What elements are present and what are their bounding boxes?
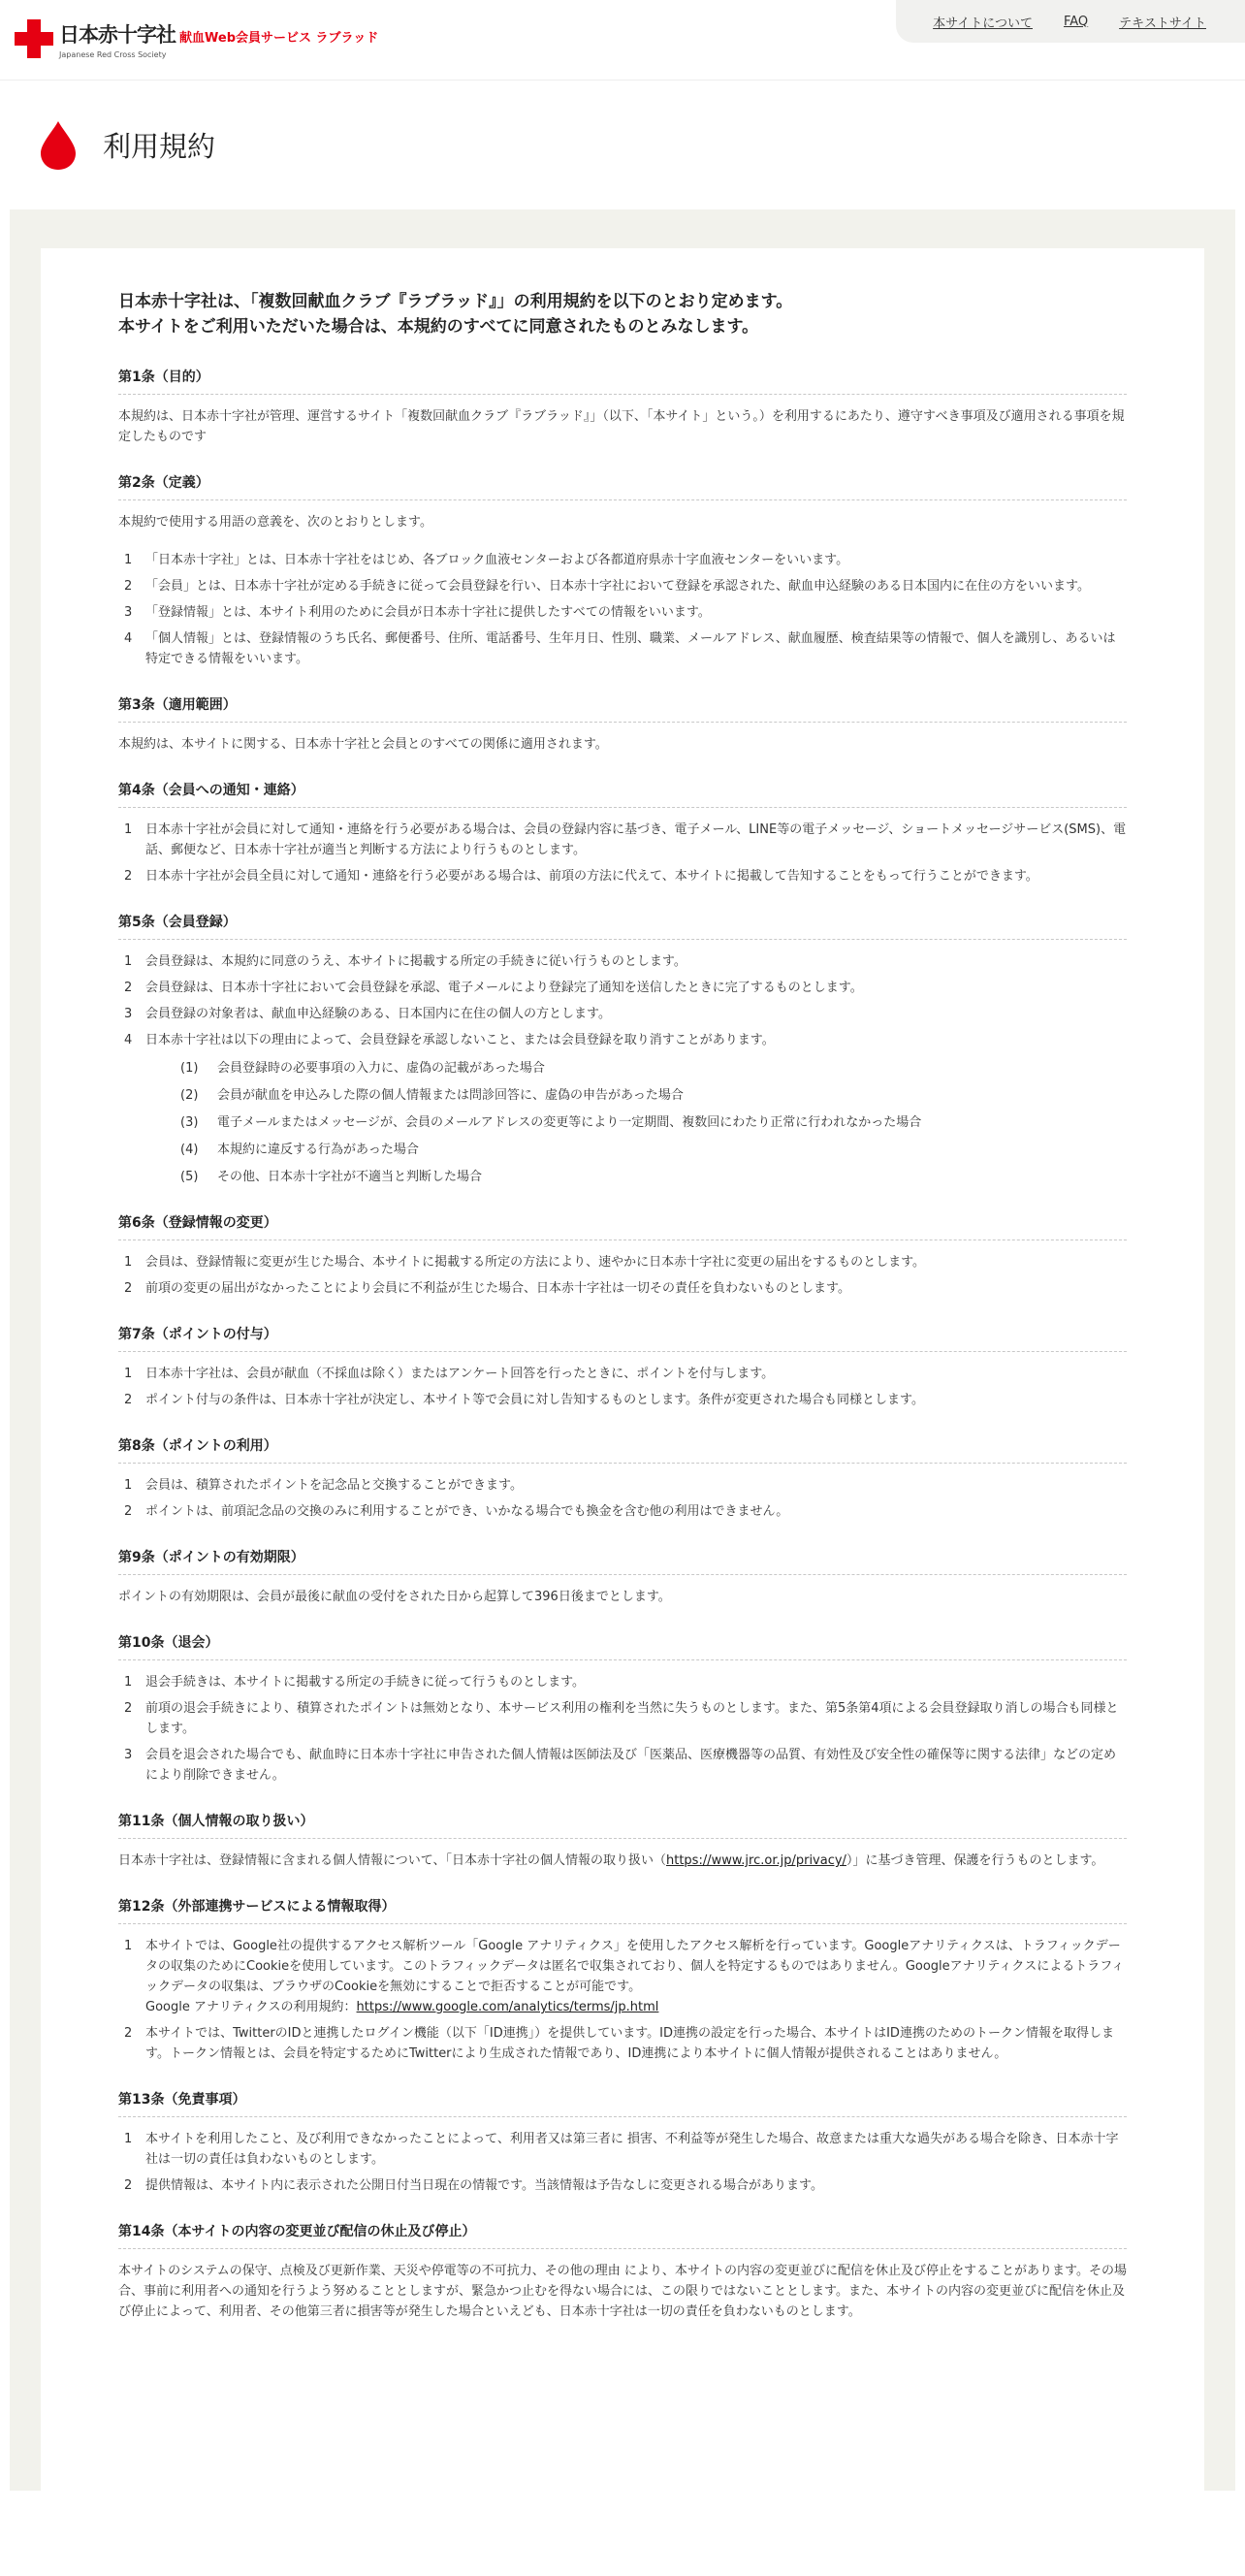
article-text	[118, 1851, 1127, 1871]
list-item: 2 ポイントは、前項記念品の交換のみに利用することができ、いかなる場合でも換金を含む他の利用はできません。	[124, 1504, 789, 1519]
list-item: 4 「個人情報」とは、登録情報のうち氏名、郵便番号、住所、電話番号、生年月日、性別、職業、メールアドレス、献血履歴、検査結果等の情報で、個人を識別し、あるいは特定できる情報をいいます。	[124, 631, 1116, 666]
list-item-text: 前項の変更の届出がなかったことにより会員に不利益が生じた場合、日本赤十字社は一切その責任を負わないものとします。	[145, 1281, 850, 1296]
list-item: 1 会員は、登録情報に変更が生じた場合、本サイトに掲載する所定の方法により、速やかに日本赤十字社に変更の届出をするものとします。	[124, 1255, 926, 1270]
article-title: 第7条（ポイントの付与）	[118, 1324, 1127, 1352]
list-item-text: 本サイトでは、Google社の提供するアクセス解析ツール「Google アナリティクス」を使用したアクセス解析を行っています。Googleアナリティクスは、トラフィックデータの収集のためにCookieを使用しています。このトラフィックデータは匿名で収集されており、個人を特定するものではありません。Googleアナリティクスによるトラフィックデータの収集は、ブラウザのCookieを無効にすることで拒否することが可能です。	[145, 1939, 1125, 1994]
article-5	[118, 912, 1127, 1187]
list-item: 1 会員登録は、本規約に同意のうえ、本サイトに掲載する所定の手続きに従い行うものとします。	[124, 954, 686, 969]
list-item: 1 退会手続きは、本サイトに掲載する所定の手続きに従って行うものとします。	[124, 1675, 586, 1690]
article-title: 第11条（個人情報の取り扱い）	[118, 1811, 1127, 1839]
list-item: 1 日本赤十字社は、会員が献血（不採血は除く）またはアンケート回答を行ったときに、ポイントを付与します。	[124, 1367, 775, 1381]
article-7	[118, 1324, 1127, 1410]
article-items	[118, 1672, 1127, 1786]
list-item-text: 提供情報は、本サイト内に表示された公開日付当日現在の情報です。当該情報は予告なしに変更される場合があります。	[145, 2178, 824, 2193]
list-item: 2 ポイント付与の条件は、日本赤十字社が決定し、本サイト等で会員に対し告知するものとします。条件が変更された場合も同様とします。	[124, 1393, 925, 1407]
article-title: 第3条（適用範囲）	[118, 694, 1127, 723]
list-item: 3 「登録情報」とは、本サイト利用のために会員が日本赤十字社に提供したすべての情報をいいます。	[124, 605, 711, 620]
sub-item-text: 会員が献血を申込みした際の個人情報または問診回答に、虚偽の申告があった場合	[217, 1088, 684, 1103]
sub-list-item: (5) その他、日本赤十字社が不適当と判断した場合	[180, 1170, 483, 1184]
site-header	[0, 0, 1245, 80]
article-text: 本規約で使用する用語の意義を、次のとおりとします。	[118, 515, 432, 530]
intro-line: 日本赤十字社は、「複数回献血クラブ『ラブラッド』」の利用規約を以下のとおり定めます。	[118, 292, 793, 311]
list-item-text: 会員は、積算されたポイントを記念品と交換することができます。	[145, 1478, 523, 1493]
article-text: 本規約は、日本赤十字社が管理、運営するサイト「複数回献血クラブ『ラブラッド』」（以下、「本サイト」という。）を利用するにあたり、遵守すべき事項及び適用される事項を規定したものです	[118, 409, 1125, 444]
article-1	[118, 367, 1127, 447]
sub-item-text: 電子メールまたはメッセージが、会員のメールアドレスの変更等により一定期間、複数回にわたり正常に行われなかった場合	[217, 1115, 922, 1130]
logo-text	[59, 19, 378, 59]
page-title: 利用規約	[103, 130, 216, 163]
list-item: 1 日本赤十字社が会員に対して通知・連絡を行う必要がある場合は、会員の登録内容に基づき、電子メール、LINE等の電子メッセージ、ショートメッセージサービス(SMS)、電話、郵便など、日本赤十字社が適当と判断する方法により行うものとします。	[124, 822, 1127, 857]
list-item-text: 会員登録は、本規約に同意のうえ、本サイトに掲載する所定の手続きに従い行うものとします。	[145, 954, 686, 969]
article-text: 本規約は、本サイトに関する、日本赤十字社と会員とのすべての関係に適用されます。	[118, 737, 608, 752]
sub-list-item: (3) 電子メールまたはメッセージが、会員のメールアドレスの変更等により一定期間、複数回にわたり正常に行われなかった場合	[180, 1115, 922, 1130]
sub-item-text: 本規約に違反する行為があった場合	[217, 1143, 419, 1157]
list-item-text: 本サイトを利用したこと、及び利用できなかったことによって、利用者又は第三者に 損害、不利益等が発生した場合、故意または重大な過失がある場合を除き、日本赤十字社は一切の責任は負わないものとします。	[145, 2132, 1119, 2167]
article-13	[118, 2089, 1127, 2196]
article-title: 第6条（登録情報の変更）	[118, 1212, 1127, 1240]
list-item: 1 本サイトを利用したこと、及び利用できなかったことによって、利用者又は第三者に 損害、不利益等が発生した場合、故意または重大な過失がある場合を除き、日本赤十字社は一切の責任は負わないものとします。	[124, 2132, 1119, 2167]
list-item: 2 日本赤十字社が会員全員に対して通知・連絡を行う必要がある場合は、前項の方法に代えて、本サイトに掲載して告知することをもって行うことができます。	[124, 869, 1038, 884]
article-items	[118, 1475, 1127, 1522]
list-item-text: 「登録情報」とは、本サイト利用のために会員が日本赤十字社に提供したすべての情報をいいます。	[145, 605, 711, 620]
sub-item-text: 会員登録時の必要事項の入力に、虚偽の記載があった場合	[217, 1061, 545, 1076]
intro-text	[118, 289, 1127, 339]
list-item-text: ポイント付与の条件は、日本赤十字社が決定し、本サイト等で会員に対し告知するものとします。条件が変更された場合も同様とします。	[145, 1393, 925, 1407]
list-item-text: 退会手続きは、本サイトに掲載する所定の手続きに従って行うものとします。	[145, 1675, 586, 1690]
terms-card	[41, 248, 1204, 2576]
article-14	[118, 2221, 1127, 2322]
article-items	[118, 1252, 1127, 1299]
google-analytics-terms-link[interactable]: https://www.google.com/analytics/terms/jp.html	[356, 2000, 659, 2014]
article-title: 第12条（外部連携サービスによる情報取得）	[118, 1896, 1127, 1924]
article-title: 第10条（退会）	[118, 1632, 1127, 1660]
list-item-text: 前項の退会手続きにより、積算されたポイントは無効となり、本サービス利用の権利を当然に失うものとします。また、第5条第4項による会員登録取り消しの場合も同様とします。	[145, 1701, 1119, 1736]
article-title: 第1条（目的）	[118, 367, 1127, 395]
article-text-part: ）」に基づき管理、保護を行うものとします。	[846, 1853, 1104, 1868]
list-item: 4 日本赤十字社は以下の理由によって、会員登録を承認しないこと、または会員登録を取り消すことがあります。 (1) 会員登録時の必要事項の入力に、虚偽の記載があった場合 (2) 会員が献血を申込みした際の個人情報または問診回答に、虚偽の申告があった場合 (3) 電子メールまたはメッセージが、会員のメールアドレスの変更等により一定期間、複数回にわたり正常に行われなかった場合 (4) 本規約に違反する行為があった場合 (5) その他、日本赤十字社が不適当と判断した場合	[118, 1030, 1127, 1187]
nav-faq-link[interactable]: FAQ	[1063, 14, 1089, 29]
article-8	[118, 1435, 1127, 1522]
list-item-text: 「日本赤十字社」とは、日本赤十字社をはじめ、各ブロック血液センターおよび各都道府県赤十字血液センターをいいます。	[145, 553, 849, 567]
article-title: 第14条（本サイトの内容の変更並び配信の休止及び停止）	[118, 2221, 1127, 2249]
list-item-text: 会員登録は、日本赤十字社において会員登録を承認、電子メールにより登録完了通知を送信したときに完了するものとします。	[145, 981, 863, 995]
blood-drop-icon	[37, 120, 80, 171]
article-text: 本サイトのシステムの保守、点検及び更新作業、天災や停電等の不可抗力、その他の理由 により、本サイトの内容の変更並びに配信を休止及び停止をすることがあります。その場合、事前に利用者への通知を行うよう努めることとしますが、緊急かつ止むを得ない場合には、この限りではないこととします。また、本サイトの内容の変更並びに配信を休止及び停止によって、利用者、その他第三者に損害等が発生した場合といえども、日本赤十字社は一切の責任を負わないものとします。	[118, 2264, 1127, 2319]
list-item: 2 前項の退会手続きにより、積算されたポイントは無効となり、本サービス利用の権利を当然に失うものとします。また、第5条第4項による会員登録取り消しの場合も同様とします。	[124, 1701, 1119, 1736]
list-item-text: ポイントは、前項記念品の交換のみに利用することができ、いかなる場合でも換金を含む他の利用はできません。	[145, 1504, 789, 1519]
nav-about-link[interactable]: 本サイトについて	[933, 16, 1033, 31]
logo-service-text: 献血Web会員サービス ラブラッド	[179, 31, 379, 46]
list-item-text: 日本赤十字社が会員全員に対して通知・連絡を行う必要がある場合は、前項の方法に代えて、本サイトに掲載して告知することをもって行うことができます。	[145, 869, 1038, 884]
article-items	[118, 820, 1127, 886]
article-9	[118, 1547, 1127, 1607]
article-title: 第8条（ポイントの利用）	[118, 1435, 1127, 1464]
nav-text-site-link[interactable]: テキストサイト	[1119, 16, 1206, 31]
article-items	[118, 951, 1127, 1187]
sub-list-item: (2) 会員が献血を申込みした際の個人情報または問診回答に、虚偽の申告があった場合	[180, 1088, 684, 1103]
list-item-text: 「個人情報」とは、登録情報のうち氏名、郵便番号、住所、電話番号、生年月日、性別、職業、メールアドレス、献血履歴、検査結果等の情報で、個人を識別し、あるいは特定できる情報をいいます。	[145, 631, 1116, 666]
list-item-text: 日本赤十字社は、会員が献血（不採血は除く）またはアンケート回答を行ったときに、ポイントを付与します。	[145, 1367, 775, 1381]
sub-item-text: その他、日本赤十字社が不適当と判断した場合	[217, 1170, 483, 1184]
page-title-bar	[0, 80, 1245, 209]
article-title: 第9条（ポイントの有効期限）	[118, 1547, 1127, 1575]
article-items	[118, 2129, 1127, 2196]
red-cross-icon	[15, 19, 53, 58]
article-items	[118, 1936, 1127, 2064]
article-11	[118, 1811, 1127, 1871]
article-2	[118, 472, 1127, 669]
sub-list-item: (1) 会員登録時の必要事項の入力に、虚偽の記載があった場合	[180, 1061, 545, 1076]
logo-english-text: Japanese Red Cross Society	[59, 50, 167, 59]
list-item: 1 本サイトでは、Google社の提供するアクセス解析ツール「Google アナリティクス」を使用したアクセス解析を行っています。Googleアナリティクスは、トラフィックデータの収集のためにCookieを使用しています。このトラフィックデータは匿名で収集されており、個人を特定するものではありません。Googleアナリティクスによるトラフィックデータの収集は、ブラウザのCookieを無効にすることで拒否することが可能です。 Google アナリティクスの利用規約：https://www.google.com/analytics/terms/jp.html	[124, 1939, 1125, 2014]
article-6	[118, 1212, 1127, 1299]
list-item: 1 「日本赤十字社」とは、日本赤十字社をはじめ、各ブロック血液センターおよび各都道府県赤十字血液センターをいいます。	[124, 553, 849, 567]
list-item-text: 日本赤十字社が会員に対して通知・連絡を行う必要がある場合は、会員の登録内容に基づき、電子メール、LINE等の電子メッセージ、ショートメッセージサービス(SMS)、電話、郵便など、日本赤十字社が適当と判断する方法により行うものとします。	[145, 822, 1127, 857]
article-text-part: 日本赤十字社は、登録情報に含まれる個人情報について、「日本赤十字社の個人情報の取り扱い（	[118, 1853, 666, 1868]
sub-items	[145, 1058, 1127, 1187]
list-item-text: 会員は、登録情報に変更が生じた場合、本サイトに掲載する所定の方法により、速やかに日本赤十字社に変更の届出をするものとします。	[145, 1255, 926, 1270]
list-item-text: 会員登録の対象者は、献血申込経験のある、日本国内に在住の個人の方とします。	[145, 1007, 611, 1021]
list-item: 2 会員登録は、日本赤十字社において会員登録を承認、電子メールにより登録完了通知を送信したときに完了するものとします。	[124, 981, 863, 995]
list-item: 2 「会員」とは、日本赤十字社が定める手続きに従って会員登録を行い、日本赤十字社において登録を承認された、献血申込経験のある日本国内に在住の方をいいます。	[124, 579, 1090, 594]
main-content	[10, 209, 1235, 2491]
list-item: 2 提供情報は、本サイト内に表示された公開日付当日現在の情報です。当該情報は予告なしに変更される場合があります。	[124, 2178, 824, 2193]
list-item: 1 会員は、積算されたポイントを記念品と交換することができます。	[124, 1478, 523, 1493]
article-items	[118, 550, 1127, 669]
site-logo[interactable]	[15, 19, 378, 59]
article-title: 第13条（免責事項）	[118, 2089, 1127, 2117]
list-item: 3 会員を退会された場合でも、献血時に日本赤十字社に申告された個人情報は医師法及び「医薬品、医療機器等の品質、有効性及び安全性の確保等に関する法律」などの定めにより削除できません。	[124, 1748, 1117, 1783]
article-title: 第2条（定義）	[118, 472, 1127, 500]
sub-list-item: (4) 本規約に違反する行為があった場合	[180, 1143, 419, 1157]
list-item-text: 日本赤十字社は以下の理由によって、会員登録を承認しないこと、または会員登録を取り消すことがあります。	[145, 1033, 775, 1047]
article-4	[118, 780, 1127, 886]
article-title: 第4条（会員への通知・連絡）	[118, 780, 1127, 808]
logo-main-text: 日本赤十字社	[59, 23, 176, 47]
list-item-text: 本サイトでは、TwitterのIDと連携したログイン機能（以下「ID連携」）を提供しています。ID連携の設定を行った場合、本サイトはID連携のためのトークン情報を取得します。トークン情報とは、会員を特定するためにTwitterにより生成された情報であり、ID連携により本サイトに個人情報が提供されることはありません。	[145, 2026, 1114, 2061]
list-item-text: 会員を退会された場合でも、献血時に日本赤十字社に申告された個人情報は医師法及び「医薬品、医療機器等の品質、有効性及び安全性の確保等に関する法律」などの定めにより削除できません。	[145, 1748, 1117, 1783]
article-text: ポイントの有効期限は、会員が最後に献血の受付をされた日から起算して396日後までとします。	[118, 1590, 671, 1604]
list-item-text: 「会員」とは、日本赤十字社が定める手続きに従って会員登録を行い、日本赤十字社において登録を承認された、献血申込経験のある日本国内に在住の方をいいます。	[145, 579, 1090, 594]
privacy-policy-link[interactable]: https://www.jrc.or.jp/privacy/	[665, 1853, 846, 1868]
intro-line: 本サイトをご利用いただいた場合は、本規約のすべてに同意されたものとみなします。	[118, 317, 759, 337]
list-item: 2 前項の変更の届出がなかったことにより会員に不利益が生じた場合、日本赤十字社は一切その責任を負わないものとします。	[124, 1281, 850, 1296]
list-item: 3 会員登録の対象者は、献血申込経験のある、日本国内に在住の個人の方とします。	[124, 1007, 611, 1021]
google-terms-label: Google アナリティクスの利用規約：	[145, 2000, 357, 2014]
article-items	[118, 1364, 1127, 1410]
article-3	[118, 694, 1127, 755]
article-10	[118, 1632, 1127, 1786]
article-title: 第5条（会員登録）	[118, 912, 1127, 940]
top-navigation	[896, 0, 1245, 43]
list-item: 2 本サイトでは、TwitterのIDと連携したログイン機能（以下「ID連携」）を提供しています。ID連携の設定を行った場合、本サイトはID連携のためのトークン情報を取得します。トークン情報とは、会員を特定するためにTwitterにより生成された情報であり、ID連携により本サイトに個人情報が提供されることはありません。	[124, 2026, 1114, 2061]
article-12	[118, 1896, 1127, 2064]
